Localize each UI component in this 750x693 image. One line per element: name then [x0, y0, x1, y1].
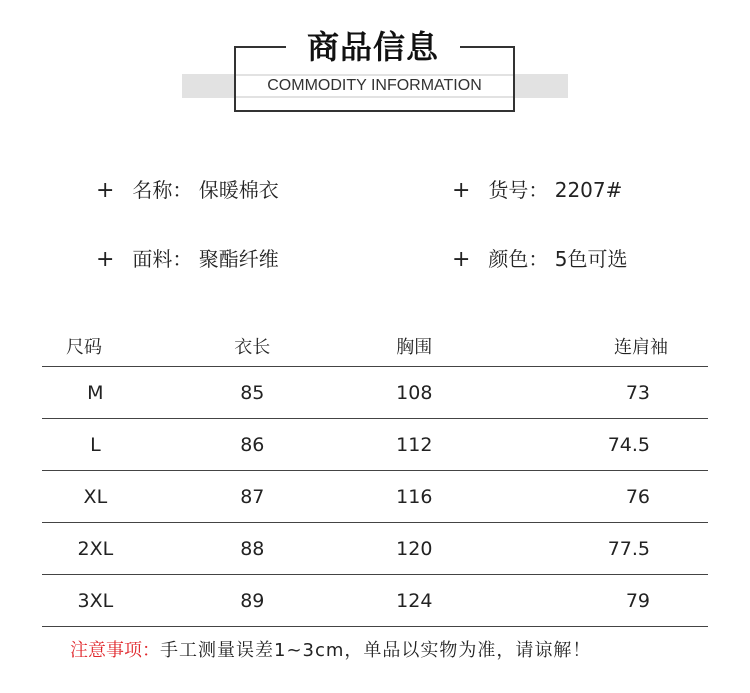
- note-text: 手工测量误差1~3cm，单品以实物为准，请谅解！: [160, 640, 592, 661]
- column-header-size: 尺码: [66, 337, 102, 358]
- info-item-sku: [452, 174, 622, 204]
- table-cell: 87: [149, 471, 356, 523]
- column-header-sleeve: 连肩袖: [614, 337, 668, 358]
- table-cell: 76: [473, 471, 708, 523]
- table-row: [42, 471, 708, 523]
- table-row: [42, 523, 708, 575]
- column-header-chest: 胸围: [396, 337, 433, 358]
- plus-icon: +: [452, 247, 471, 272]
- header-frame-line: [460, 46, 515, 48]
- info-item-color: [452, 243, 627, 273]
- table-cell: 112: [356, 419, 473, 471]
- note-label: 注意事项：: [70, 640, 160, 661]
- section-header: [0, 0, 750, 130]
- table-row: [42, 419, 708, 471]
- header-frame-line: [234, 110, 515, 112]
- table-cell: 124: [356, 575, 473, 627]
- measurement-note: [70, 636, 591, 662]
- table-cell: 74.5: [473, 419, 708, 471]
- table-cell: XL: [42, 471, 149, 523]
- table-cell: 89: [149, 575, 356, 627]
- table-cell: L: [42, 419, 149, 471]
- table-cell: 85: [149, 367, 356, 419]
- info-item-fabric: [96, 243, 279, 273]
- table-cell: 108: [356, 367, 473, 419]
- info-label: 名称：: [132, 178, 193, 202]
- table-cell: 3XL: [42, 575, 149, 627]
- plus-icon: +: [96, 247, 115, 272]
- table-cell: 2XL: [42, 523, 149, 575]
- header-frame-line: [513, 46, 515, 112]
- table-cell: 116: [356, 471, 473, 523]
- info-label: 面料：: [132, 247, 193, 271]
- info-item-name: [96, 174, 279, 204]
- info-label: 货号：: [488, 178, 549, 202]
- table-row: [42, 575, 708, 627]
- table-row: [42, 367, 708, 419]
- table-cell: 77.5: [473, 523, 708, 575]
- plus-icon: +: [452, 178, 471, 203]
- table-cell: 73: [473, 367, 708, 419]
- table-cell: M: [42, 367, 149, 419]
- info-value: 5色可选: [554, 247, 628, 271]
- plus-icon: +: [96, 178, 115, 203]
- table-cell: 120: [356, 523, 473, 575]
- info-value: 2207#: [554, 178, 623, 202]
- page-subtitle: COMMODITY INFORMATION: [236, 76, 513, 96]
- table-cell: 88: [149, 523, 356, 575]
- info-value: 保暖棉衣: [198, 178, 279, 202]
- info-value: 聚酯纤维: [198, 247, 279, 271]
- column-header-length: 衣长: [234, 337, 271, 358]
- header-frame-line: [234, 46, 286, 48]
- page-title: 商品信息: [306, 28, 439, 66]
- table-cell: 86: [149, 419, 356, 471]
- info-label: 颜色：: [488, 247, 549, 271]
- table-header-row: [42, 326, 708, 367]
- table-cell: 79: [473, 575, 708, 627]
- size-table: [42, 326, 708, 627]
